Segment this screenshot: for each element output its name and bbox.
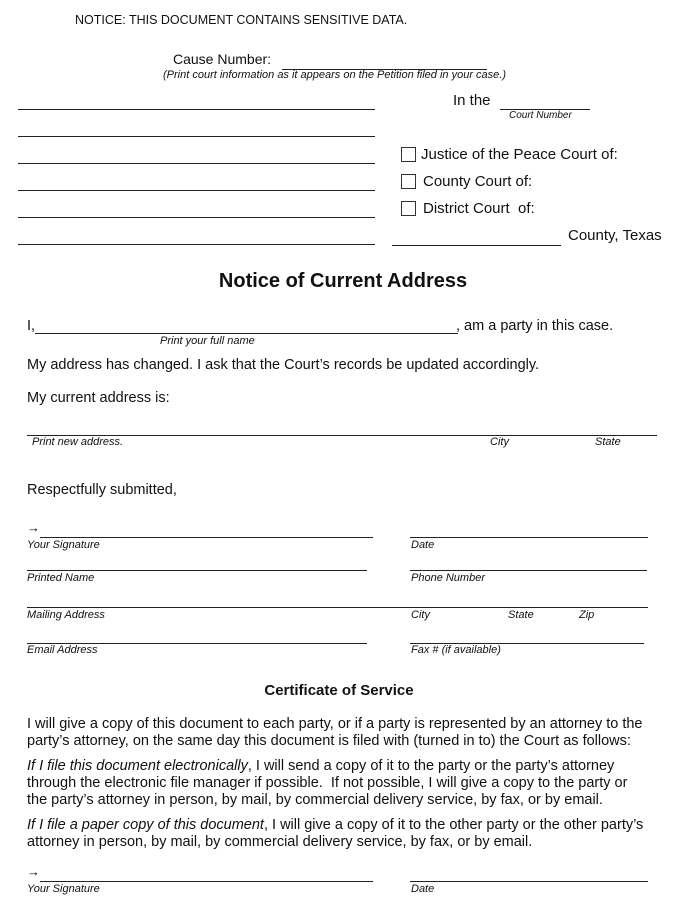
- cert-p1-line1: I will give a copy of this document to each party, or if a party is represented by an attorney to the: [27, 716, 643, 732]
- your-signature-label: Your Signature: [27, 539, 100, 551]
- cert-p3-lead: If I file a paper copy of this document: [27, 817, 264, 833]
- signature-field[interactable]: [40, 537, 373, 538]
- new-address-label: Print new address.: [32, 436, 124, 448]
- party-line-2[interactable]: [18, 136, 375, 137]
- respectfully-text: Respectfully submitted,: [27, 482, 177, 498]
- party-line-4[interactable]: [18, 190, 375, 191]
- full-name-field[interactable]: [35, 333, 458, 334]
- printed-name-label: Printed Name: [27, 572, 95, 584]
- new-state-label: State: [595, 436, 621, 448]
- cert-p2-lead: If I file this document electronically: [27, 758, 248, 774]
- zip-label: Zip: [579, 609, 595, 621]
- cert-signature-field[interactable]: [40, 881, 373, 882]
- fax-label: Fax # (if available): [411, 644, 501, 656]
- cert-date-field[interactable]: [410, 881, 648, 882]
- certificate-title: Certificate of Service: [264, 682, 414, 699]
- cert-p3-line1: [27, 818, 643, 833]
- cause-hint: (Print court information as it appears on the Petition filed in your case.): [163, 69, 507, 81]
- county-texas-label: County, Texas: [568, 227, 662, 244]
- city-label: City: [411, 609, 430, 621]
- party-line-1[interactable]: [18, 109, 375, 110]
- party-line-3[interactable]: [18, 163, 375, 164]
- cert-signature-arrow-icon: →: [27, 864, 40, 879]
- cert-date-label: Date: [411, 883, 435, 895]
- county-court-label: County Court of:: [423, 173, 533, 190]
- district-court-checkbox[interactable]: [401, 201, 416, 216]
- date-field[interactable]: [410, 537, 648, 538]
- cert-p2-rest: , I will send a copy of it to the party or the party’s attorney: [247, 758, 615, 774]
- party-suffix: , am a party in this case.: [456, 318, 614, 334]
- printed-name-field[interactable]: [27, 570, 367, 571]
- cert-p1-line2: party’s attorney, on the same day this document is filed with (turned in to) the Court as follows:: [27, 733, 631, 749]
- mailing-address-label: Mailing Address: [27, 609, 105, 621]
- court-number-hint: Court Number: [509, 110, 572, 121]
- full-name-hint: Print your full name: [160, 335, 255, 347]
- in-the-label: In the: [453, 92, 491, 109]
- district-court-label: District Court of:: [423, 200, 535, 217]
- i-prefix: I,: [27, 318, 36, 334]
- cert-p2-line1: [27, 759, 614, 774]
- phone-label: Phone Number: [411, 572, 485, 584]
- date-label: Date: [411, 539, 435, 551]
- party-line-5[interactable]: [18, 217, 375, 218]
- cert-p3-rest: , I will give a copy of it to the other party or the other party’s: [263, 817, 644, 833]
- address-changed-text: My address has changed. I ask that the Court’s records be updated accordingly.: [27, 357, 540, 373]
- signature-arrow-icon: →: [27, 520, 40, 535]
- party-line-6[interactable]: [18, 244, 375, 245]
- mailing-address-field[interactable]: [27, 607, 648, 608]
- cert-p3-line2: attorney in person, by mail, by commercial delivery service, by fax, or by email.: [27, 834, 533, 850]
- current-address-text: My current address is:: [27, 390, 170, 406]
- justice-court-label: Justice of the Peace Court of:: [421, 146, 618, 163]
- cause-number-label: Cause Number:: [173, 51, 272, 67]
- page-title: Notice of Current Address: [218, 270, 468, 292]
- county-court-checkbox[interactable]: [401, 174, 416, 189]
- justice-court-checkbox[interactable]: [401, 147, 416, 162]
- new-city-label: City: [490, 436, 509, 448]
- county-field[interactable]: [392, 245, 561, 246]
- sensitive-data-notice: NOTICE: THIS DOCUMENT CONTAINS SENSITIVE DATA.: [75, 13, 408, 27]
- state-label: State: [508, 609, 534, 621]
- cert-p2-line2: through the electronic file manager if possible. If not possible, I will give a copy to the party or: [27, 775, 628, 791]
- email-label: Email Address: [27, 644, 98, 656]
- phone-field[interactable]: [410, 570, 647, 571]
- cert-signature-label: Your Signature: [27, 883, 100, 895]
- cert-p2-line3: the party’s attorney in person, by mail, by commercial delivery service, by fax, or by email.: [27, 792, 603, 808]
